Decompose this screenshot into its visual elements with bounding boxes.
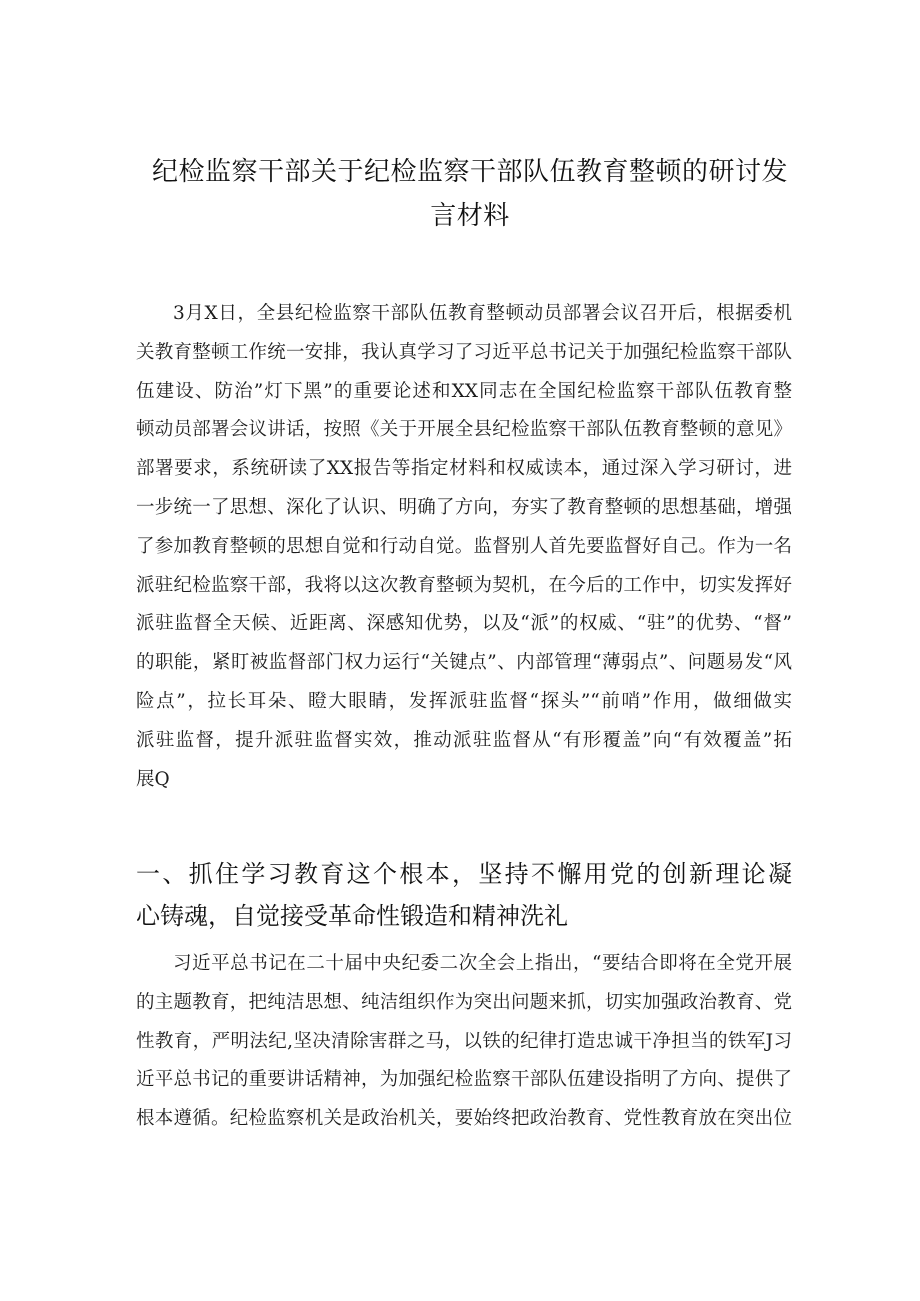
paragraph-line: 一步统一了思想、深化了认识、明确了方向，夯实了教育整顿的思想基础，增强: [136, 496, 792, 518]
paragraph-line: 险点”，拉长耳朵、瞪大眼睛，发挥派驻监督“探头”“前哨”作用，做细做实: [136, 690, 792, 712]
paragraph-line: 关教育整顿工作统一安排，我认真学习了习近平总书记关于加强纪检监察干部队: [136, 341, 792, 363]
heading-line: 心铸魂，自觉接受革命性锻造和精神洗礼: [136, 902, 568, 930]
paragraph-line: 习近平总书记在二十届中央纪委二次全会上指出，“要结合即将在全党开展: [173, 953, 792, 974]
heading-line: 一、抓住学习教育这个根本，坚持不懈用党的创新理论凝: [136, 860, 792, 888]
paragraph-intro: [136, 295, 792, 799]
paragraph-section-1: [136, 945, 792, 1139]
paragraph-line: 近平总书记的重要讲话精神，为加强纪检监察干部队伍建设指明了方向、提供了: [136, 1069, 792, 1091]
paragraph-line: 性教育，严明法纪,坚决清除害群之马，以铁的纪律打造忠诚干净担当的铁军J习: [136, 1030, 792, 1052]
section-heading-1: [136, 853, 792, 937]
paragraph-line: 部署要求，系统研读了XX报告等指定材料和权威读本，通过深入学习研讨，进: [136, 458, 792, 480]
title-line: 纪检监察干部关于纪检监察干部队伍教育整顿的研讨发: [151, 157, 788, 187]
paragraph-line: 派驻纪检监察干部，我将以这次教育整顿为契机，在今后的工作中，切实发挥好: [136, 574, 792, 596]
paragraph-line: 的职能，紧盯被监督部门权力运行“关键点”、内部管理“薄弱点”、问题易发“风: [136, 652, 792, 674]
paragraph-line: 派驻监督，提升派驻监督实效，推动派驻监督从“有形覆盖”向“有效覆盖”拓: [136, 729, 792, 751]
document-title: [150, 150, 790, 238]
paragraph-line: 了参加教育整顿的思想自觉和行动自觉。监督别人首先要监督好自己。作为一名: [136, 535, 792, 557]
paragraph-line: 顿动员部署会议讲话，按照《关于开展全县纪检监察干部队伍教育整顿的意见》: [136, 419, 792, 441]
title-line: 言材料: [430, 201, 510, 231]
paragraph-line: 的主题教育，把纯洁思想、纯洁组织作为突出问题来抓，切实加强政治教育、党: [136, 991, 792, 1013]
paragraph-line: 伍建设、防治”灯下黑”的重要论述和XX同志在全国纪检监察干部队伍教育整: [136, 380, 792, 402]
paragraph-line: 派驻监督全天候、近距离、深感知优势，以及“派”的权威、“驻”的优势、“督”: [136, 613, 792, 635]
paragraph-line: 根本遵循。纪检监察机关是政治机关，要始终把政治教育、党性教育放在突出位: [136, 1108, 792, 1130]
paragraph-line: 展Q: [136, 768, 170, 790]
paragraph-line: 3月X日，全县纪检监察干部队伍教育整顿动员部署会议召开后，根据委机: [173, 303, 792, 324]
